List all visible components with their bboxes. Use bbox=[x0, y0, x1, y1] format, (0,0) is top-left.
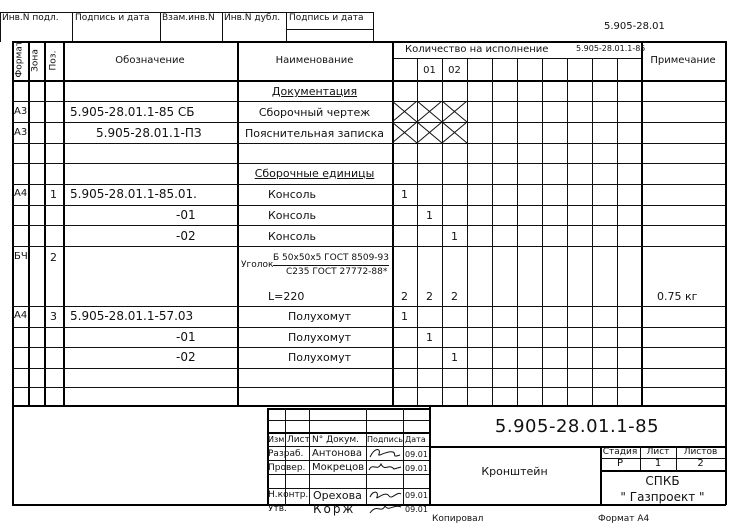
list-label: Лист bbox=[646, 447, 670, 457]
col-list: Лист bbox=[287, 435, 310, 445]
row10-qty-02: 1 bbox=[451, 351, 458, 364]
row7-qty-02: 2 bbox=[451, 290, 458, 303]
row6-qty-02: 1 bbox=[451, 230, 458, 243]
row8-oboznachenie: 5.905-28.01.1-57.03 bbox=[70, 309, 194, 323]
row7-primechanie: 0.75 кг bbox=[657, 290, 698, 303]
role-nkontr: Н.контр. bbox=[268, 490, 309, 500]
row4-naimenovanie: Консоль bbox=[268, 188, 317, 201]
role-utv: Утв. bbox=[268, 504, 287, 514]
listov-value: 2 bbox=[697, 458, 704, 469]
format-label: Формат А4 bbox=[598, 514, 650, 524]
list-value: 1 bbox=[654, 458, 662, 469]
name-orekhova: Орехова bbox=[313, 489, 362, 502]
header-oboznachenie: Обозначение bbox=[115, 55, 185, 66]
col-podpis: Подпись bbox=[367, 435, 403, 444]
podpis-data-label-1: Подпись и дата bbox=[75, 13, 150, 23]
row7-format: БЧ bbox=[14, 251, 28, 262]
row7-qty-01: 2 bbox=[426, 290, 433, 303]
col-izm: Изм. bbox=[268, 435, 287, 444]
row7-qty-base: 2 bbox=[401, 290, 408, 303]
kopiroval-label: Копировал bbox=[432, 514, 484, 524]
row2-oboznachenie: 5.905-28.01.1-ПЗ bbox=[96, 126, 202, 140]
organization-spkb: СПКБ bbox=[645, 474, 680, 488]
date-utv: 09.01 bbox=[405, 505, 428, 514]
row9-oboznachenie: -01 bbox=[176, 330, 196, 344]
header-poz: Поз. bbox=[48, 50, 59, 71]
header-kolichestvo-code: 5.905-28.01.1-85 bbox=[576, 44, 646, 53]
row8-naimenovanie: Полухомут bbox=[288, 310, 351, 323]
vzam-inv-label: Взам.инв.N bbox=[162, 13, 215, 23]
row9-qty-01: 1 bbox=[426, 331, 433, 344]
row5-oboznachenie: -01 bbox=[176, 208, 196, 222]
row9-naimenovanie: Полухомут bbox=[288, 331, 351, 344]
signature-korzh bbox=[367, 502, 403, 516]
date-nkontr: 09.01 bbox=[405, 491, 428, 500]
row4-format: А4 bbox=[14, 188, 28, 199]
role-razrab: Разраб. bbox=[268, 449, 304, 459]
listov-label: Листов bbox=[683, 447, 718, 457]
signature-antonova bbox=[367, 446, 403, 460]
name-antonova: Антонова bbox=[312, 448, 362, 459]
row10-naimenovanie: Полухомут bbox=[288, 351, 351, 364]
inv-dubl-label: Инв.N дубл. bbox=[224, 13, 281, 23]
section-dokumentatsiya: Документация bbox=[271, 85, 358, 98]
row5-naimenovanie: Консоль bbox=[268, 209, 317, 222]
row8-qty-base: 1 bbox=[401, 310, 408, 323]
row4-qty-base: 1 bbox=[401, 188, 408, 201]
header-zona: Зона bbox=[30, 49, 41, 72]
row5-qty-01: 1 bbox=[426, 209, 433, 222]
role-prover: Провер. bbox=[268, 463, 306, 473]
row4-oboznachenie: 5.905-28.01.1-85.01. bbox=[70, 187, 197, 201]
header-format: Формат bbox=[14, 40, 25, 78]
row1-format: А3 bbox=[14, 106, 28, 117]
header-isp-02: 02 bbox=[448, 65, 461, 76]
name-mokretsov: Мокрецов bbox=[312, 462, 365, 473]
col-data: Дата bbox=[405, 435, 426, 444]
row6-oboznachenie: -02 bbox=[176, 229, 196, 243]
row7-naimenovanie: L=220 bbox=[268, 290, 305, 303]
ugolok-numerator: Б 50x50x5 ГОСТ 8509-93 bbox=[273, 253, 389, 263]
header-kolichestvo: Количество на исполнение bbox=[405, 44, 549, 55]
row2-naimenovanie: Пояснительная записка bbox=[244, 127, 385, 140]
designation: 5.905-28.01.1-85 bbox=[494, 416, 660, 437]
date-razrab: 09.01 bbox=[405, 450, 428, 459]
row4-poz: 1 bbox=[50, 188, 57, 201]
col-n-dokum: N° Докум. bbox=[312, 435, 360, 445]
signature-mokretsov bbox=[367, 460, 403, 474]
inv-podl-label: Инв.N подл. bbox=[2, 13, 59, 23]
row6-naimenovanie: Консоль bbox=[268, 230, 317, 243]
date-prover: 09.01 bbox=[405, 464, 428, 473]
ugolok-label: Уголок bbox=[241, 260, 274, 270]
row1-naimenovanie: Сборочный чертеж bbox=[258, 106, 371, 119]
row8-poz: 3 bbox=[50, 310, 57, 323]
podpis-data-label-2: Подпись и дата bbox=[289, 13, 364, 23]
stadiya-value: Р bbox=[616, 458, 624, 469]
header-naimenovanie: Наименование bbox=[275, 55, 354, 66]
section-sborochnye-edinitsy: Сборочные единицы bbox=[254, 167, 375, 180]
ugolok-denominator: С235 ГОСТ 27772-88* bbox=[286, 267, 388, 277]
row7-poz: 2 bbox=[50, 251, 57, 264]
organization-gazproekt: " Газпроект " bbox=[620, 490, 705, 504]
row2-format: А3 bbox=[14, 127, 28, 138]
row1-oboznachenie: 5.905-28.01.1-85 СБ bbox=[70, 105, 195, 119]
product-name: Кронштейн bbox=[481, 465, 548, 478]
name-korzh: Корж bbox=[313, 502, 356, 516]
header-primechanie: Примечание bbox=[650, 55, 716, 66]
header-isp-01: 01 bbox=[423, 65, 436, 76]
document-code-top: 5.905-28.01 bbox=[604, 21, 665, 32]
row8-format: А4 bbox=[14, 310, 28, 321]
row10-oboznachenie: -02 bbox=[176, 350, 196, 364]
stadiya-label: Стадия bbox=[602, 447, 638, 457]
signature-orekhova bbox=[367, 488, 403, 502]
